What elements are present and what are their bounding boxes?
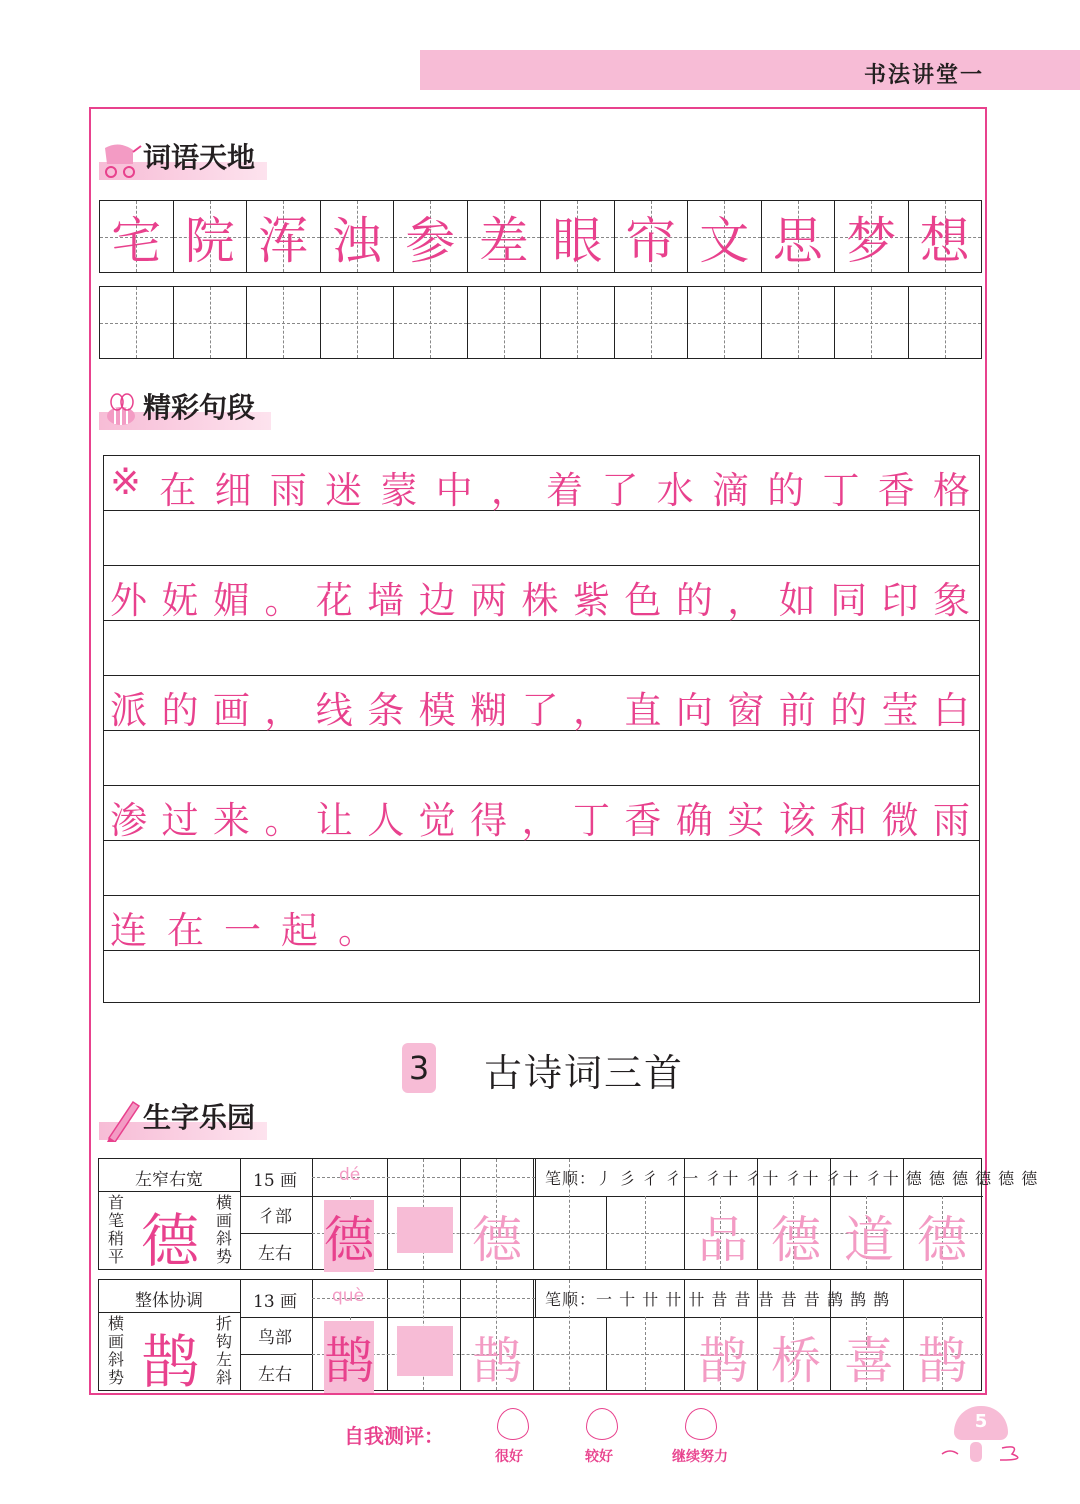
vocab-cell [615,201,689,272]
practice-cell[interactable] [174,287,248,358]
vocab-character: 院 [184,211,235,270]
pencil-icon [99,1098,143,1142]
shade-box [397,1207,453,1253]
structure-label: 整体协调 [135,1291,203,1311]
section-heading-vocab [99,140,267,180]
vocab-cell [909,201,982,272]
trace-character: 德 [324,1200,374,1272]
radical: 鸟部 [258,1328,292,1348]
vocab-character: 梦 [846,211,897,270]
rating-label: 很好 [495,1449,523,1465]
vocab-cell [247,201,321,272]
practice-cell[interactable] [394,287,468,358]
vocab-grid [99,200,982,273]
word-character: 桥 [771,1332,821,1390]
structure-label: 左窄右宽 [135,1170,203,1190]
trace-character: 鹊 [324,1321,374,1393]
main-character: 鹊 [141,1328,200,1396]
paragraph-line: 外 妩 媚 。 花 墙 边 两 株 紫 色 的 ， 如 同 印 象 [110,579,975,622]
tip-left: 横画斜势 [107,1314,124,1387]
trace-character: 鹊 [472,1332,522,1390]
stroke-count: 15 画 [253,1171,298,1191]
vocab-cell [762,201,836,272]
word-character: 德 [917,1211,967,1269]
practice-cell[interactable] [835,287,909,358]
paragraph-line: ※ 在 细 雨 迷 蒙 中 ， 着 了 水 滴 的 丁 香 格 [110,460,975,512]
word-character: 鹊 [698,1332,748,1390]
practice-cell[interactable] [468,287,542,358]
mushroom-decoration-icon [940,1440,1040,1464]
layout-type: 左右 [258,1244,292,1264]
vocab-character: 眼 [552,211,603,270]
radical: 彳部 [258,1207,292,1227]
layout-type: 左右 [258,1365,292,1385]
stroke-count: 13 画 [253,1292,298,1312]
word-character: 道 [844,1211,894,1269]
vocab-cell [100,201,174,272]
lesson-number: 3 [402,1043,436,1093]
practice-cell[interactable] [688,287,762,358]
vocab-cell [394,201,468,272]
vocab-cell [688,201,762,272]
tip-right: 折钩左斜 [215,1314,232,1387]
word-character: 鹊 [917,1332,967,1390]
trace-character: 德 [472,1211,522,1269]
tip-left: 首笔稍平 [107,1193,124,1266]
section-heading-characters [99,1100,267,1140]
paragraph-line: 连 在 一 起 。 [110,909,395,952]
vocab-character: 浑 [258,211,309,270]
vocab-character: 帘 [625,211,676,270]
tip-right: 横画斜势 [215,1193,232,1266]
vocab-character: 浊 [331,211,382,270]
rating-label: 较好 [585,1449,613,1465]
vocab-cell [541,201,615,272]
shade-box [397,1326,453,1376]
page-number: 5 [954,1406,1008,1440]
main-character: 德 [141,1207,200,1275]
self-eval-label: 自我测评： [344,1424,444,1448]
pinyin: què [332,1286,365,1306]
header-title: 书法讲堂一 [863,63,984,88]
practice-cell[interactable] [762,287,836,358]
paragraph-box [103,455,980,1003]
paragraph-line: 渗 过 来 。 让 人 觉 得 ， 丁 香 确 实 该 和 微 雨 [110,799,975,842]
vocab-character: 文 [699,211,750,270]
vocab-cell [835,201,909,272]
practice-cell[interactable] [541,287,615,358]
baby-carriage-icon [99,140,143,180]
vocab-character: 思 [772,211,823,270]
practice-cell[interactable] [247,287,321,358]
lesson-title: 古诗词三首 [484,1051,685,1095]
bee-icon [99,390,143,430]
practice-grid [99,286,982,359]
vocab-cell [174,201,248,272]
vocab-cell [321,201,395,272]
stroke-order: 笔顺：丿 彡 彳 彳一 彳十 彳十 彳十 彳十 彳十 德 德 德 德 德 德 [545,1169,1039,1188]
word-character: 德 [771,1211,821,1269]
stroke-order: 笔顺：一 十 卄 卄 卄 昔 昔 昔 昔 昔 鹊 鹊 鹊 [545,1290,891,1309]
section-title: 精彩句段 [143,391,256,424]
calm-face-icon [685,1408,717,1440]
smile-face-icon [586,1408,618,1440]
word-character: 喜 [844,1332,894,1390]
section-title: 生字乐园 [143,1101,256,1134]
vocab-character: 参 [405,211,456,270]
happy-face-icon [497,1408,529,1440]
practice-cell[interactable] [615,287,689,358]
vocab-character: 想 [919,211,970,270]
practice-cell[interactable] [321,287,395,358]
pinyin: dé [339,1165,361,1185]
section-heading-paragraph [99,390,271,430]
paragraph-line: 派 的 画 ， 线 条 模 糊 了 ， 直 向 窗 前 的 莹 白 [110,689,975,732]
vocab-character: 宅 [111,211,162,270]
practice-cell[interactable] [909,287,982,358]
vocab-character: 差 [478,211,529,270]
section-title: 词语天地 [143,141,256,174]
practice-cell[interactable] [100,287,174,358]
word-character: 品 [698,1211,748,1269]
vocab-cell [468,201,542,272]
rating-label: 继续努力 [672,1449,728,1465]
